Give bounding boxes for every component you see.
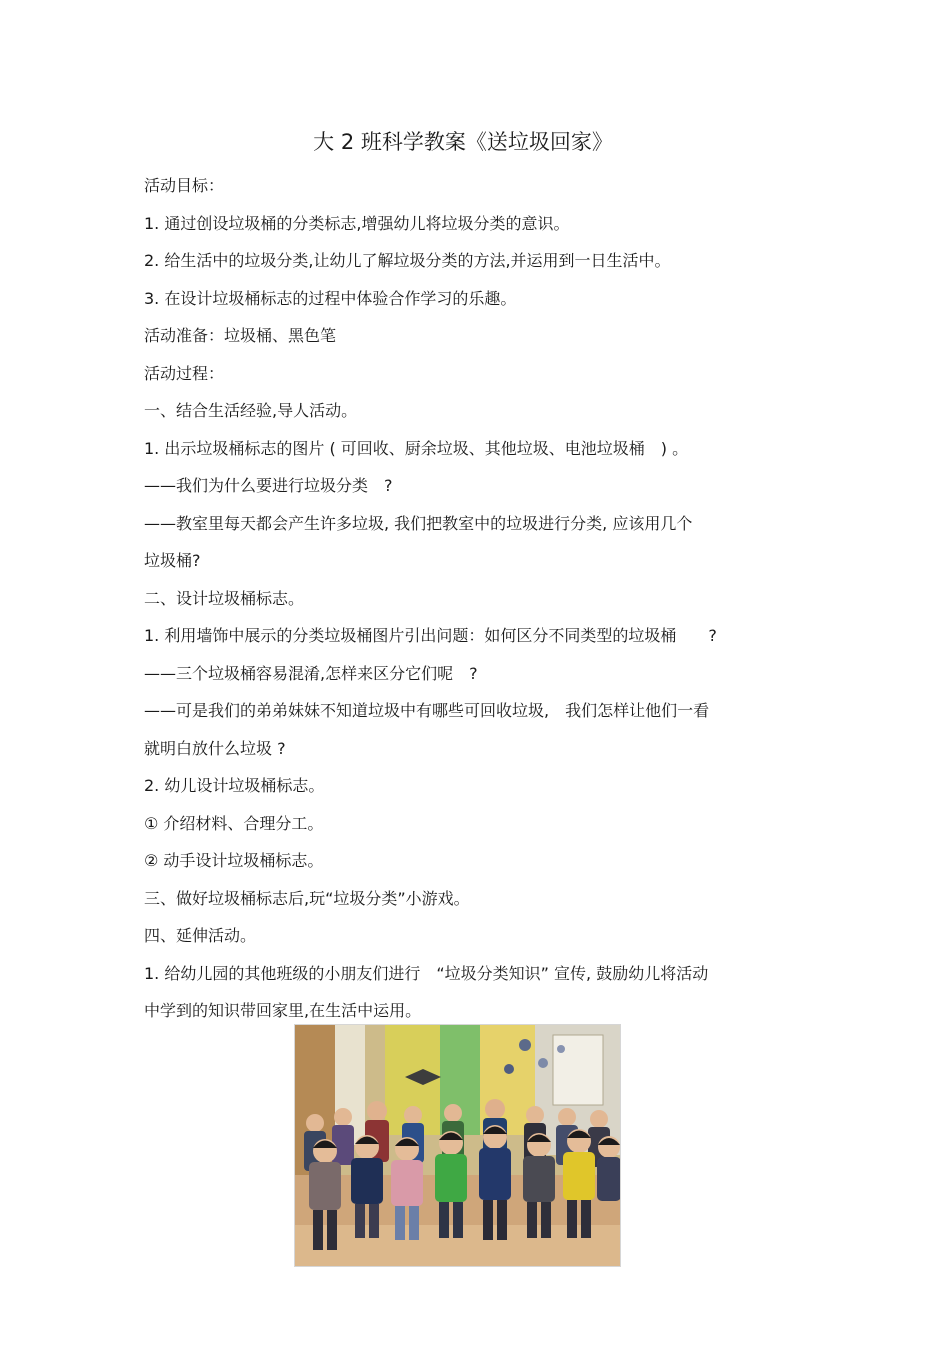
paragraph: 中学到的知识带回家里,在生活中运用。 [144, 1001, 422, 1020]
paragraph: 垃圾桶? [144, 551, 201, 570]
paragraph: ① 介绍材料、合理分工。 [144, 813, 324, 833]
document-title: 大 2 班科学教案《送垃圾回家》 [313, 130, 613, 154]
paragraph: 3. 在设计垃圾桶标志的过程中体验合作学习的乐趣。 [144, 288, 517, 308]
paragraph: ——教室里每天都会产生许多垃圾, 我们把教室中的垃圾进行分类, 应该用几个 [144, 513, 693, 533]
paragraph: 四、延伸活动。 [144, 926, 257, 945]
paragraph: 活动过程： [144, 363, 225, 383]
paragraph: ——我们为什么要进行垃圾分类 ? [144, 476, 393, 495]
paragraph: 活动目标： [144, 176, 225, 195]
paragraph: 1. 通过创设垃圾桶的分类标志,增强幼儿将垃圾分类的意识。 [144, 213, 570, 233]
paragraph: 就明白放什么垃圾 ? [144, 738, 286, 758]
paragraph: 2. 幼儿设计垃圾桶标志。 [144, 776, 325, 795]
paragraph: 1. 给幼儿园的其他班级的小朋友们进行 “垃圾分类知识” 宣传, 鼓励幼儿将活动 [144, 963, 709, 983]
paragraph: 三、做好垃圾桶标志后,玩“垃圾分类”小游戏。 [144, 888, 470, 908]
paragraph: 1. 利用墙饰中展示的分类垃圾桶图片引出问题：如何区分不同类型的垃圾桶 ? [144, 626, 717, 645]
paragraph: ——可是我们的弟弟妹妹不知道垃圾中有哪些可回收垃圾, 我们怎样让他们一看 [144, 701, 710, 720]
class-photo [294, 1024, 621, 1267]
paragraph: 一、结合生活经验,导人活动。 [144, 401, 358, 420]
paragraph: 二、设计垃圾桶标志。 [144, 588, 305, 608]
paragraph: 2. 给生活中的垃圾分类,让幼儿了解垃圾分类的方法,并运用到一日生活中。 [144, 251, 671, 270]
paragraph: 活动准备：垃圾桶、黑色笔 [144, 326, 337, 345]
class-photo-illustration [295, 1025, 620, 1266]
document-body [144, 172, 794, 1035]
paragraph: 1. 出示垃圾桶标志的图片 ( 可回收、厨余垃圾、其他垃圾、电池垃圾桶 ) 。 [144, 438, 689, 458]
paragraph: ② 动手设计垃圾桶标志。 [144, 851, 324, 870]
paragraph: ——三个垃圾桶容易混淆,怎样来区分它们呢 ? [144, 663, 478, 683]
